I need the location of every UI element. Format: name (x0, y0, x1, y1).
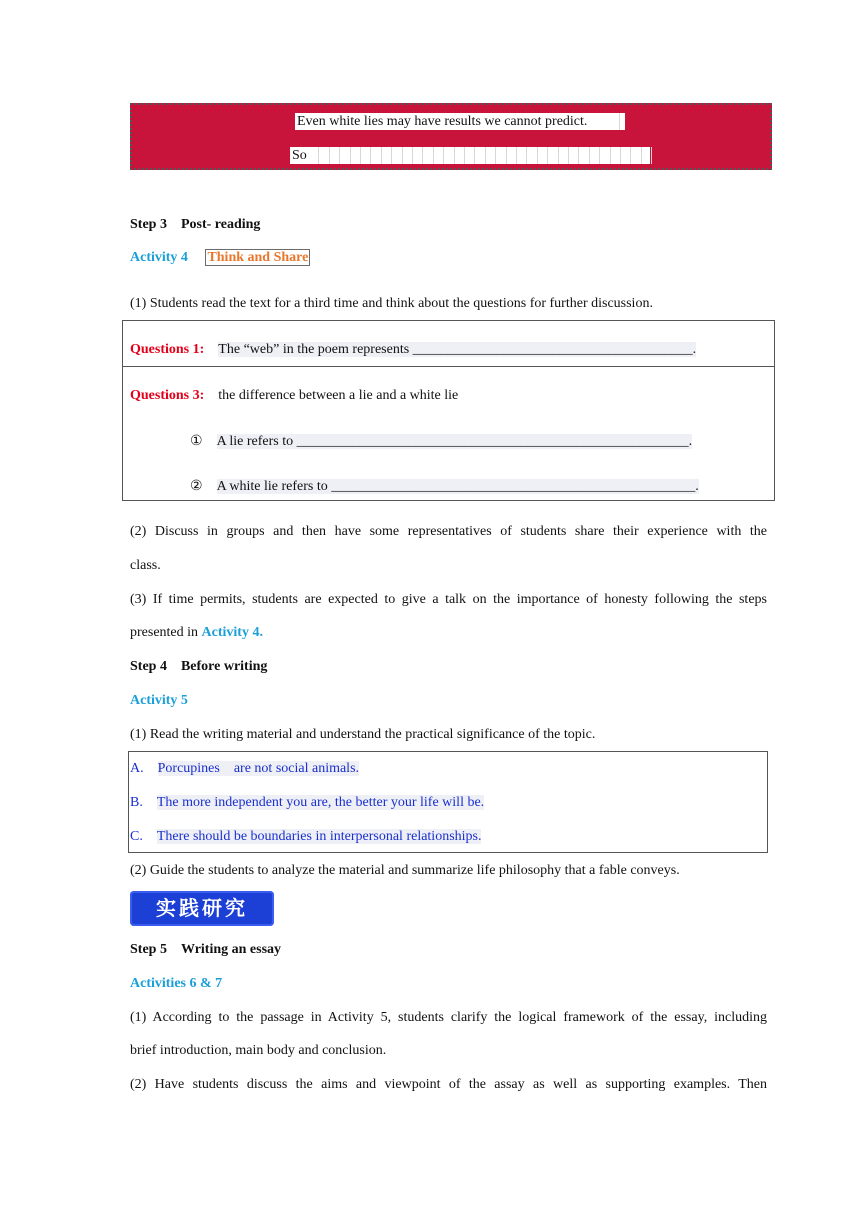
step3-title: Post- reading (180, 217, 261, 232)
activity4-reference: Activity 4. (201, 625, 263, 640)
option-c-text: There should be boundaries in interpersonal relationships. (156, 829, 482, 844)
instruction-3-prefix: presented in (130, 625, 199, 640)
question-3-text: the difference between a lie and a white lie (218, 388, 459, 403)
step5-title: Writing an essay (180, 942, 282, 957)
instruction-7-line-1: (1) According to the passage in Activity 5, students clarify the logical framework of the essay, including (130, 1010, 767, 1025)
step4-heading (130, 659, 267, 675)
practice-research-banner: 实践研究 (130, 891, 274, 926)
instruction-7-line-2: brief introduction, main body and conclusion. (130, 1043, 387, 1058)
option-b (130, 795, 484, 811)
banner-text-1: Even white lies may have results we cannot predict. (297, 114, 588, 129)
instruction-5: (1) Read the writing material and understand the practical significance of the topic. (130, 727, 596, 742)
instruction-3-line-1: (3) If time permits, students are expected to give a talk on the importance of honesty following the steps (130, 592, 767, 607)
option-a-text: Porcupines are not social animals. (157, 761, 360, 776)
option-c (130, 829, 481, 845)
banner-line-2 (290, 147, 650, 164)
instruction-8-line-1: (2) Have students discuss the aims and viewpoint of the assay as well as supporting examples. Then (130, 1077, 767, 1092)
instruction-2-line-2: class. (130, 558, 161, 573)
step5-heading (130, 942, 281, 958)
banner-text-2: So (292, 148, 307, 163)
instruction-3-line-2 (130, 625, 263, 641)
step4-label: Step 4 (130, 659, 167, 674)
option-a-letter: A. (130, 761, 144, 776)
question-3 (130, 388, 458, 404)
question-1 (130, 342, 696, 358)
activity67-label: Activities 6 & 7 (130, 976, 223, 991)
question-3-item-2 (190, 478, 699, 495)
banner-blank-cell (613, 113, 620, 130)
question-3-label: Questions 3: (130, 388, 205, 403)
item-1-text: A lie refers to ________________________________________________________. (216, 434, 693, 449)
step5-label: Step 5 (130, 942, 167, 957)
question-3-item-1 (190, 433, 692, 450)
step4-title: Before writing (180, 659, 268, 674)
item-2-text: A white lie refers to ____________________________________________________. (216, 479, 699, 494)
option-a (130, 761, 359, 777)
step3-label: Step 3 (130, 217, 167, 232)
question-1-label: Questions 1: (130, 342, 205, 357)
question-1-text: The “web” in the poem represents ________________________________________. (218, 342, 697, 357)
item-2-number: ② (190, 479, 203, 494)
banner-line-1 (295, 113, 625, 130)
activity4-heading (130, 250, 310, 266)
questions-divider (123, 366, 774, 367)
summary-banner (130, 103, 772, 170)
option-c-letter: C. (130, 829, 143, 844)
instruction-1: (1) Students read the text for a third time and think about the questions for further discussion. (130, 296, 653, 311)
banner-blank-cell (641, 147, 652, 164)
activity4-label: Activity 4 (130, 250, 188, 265)
instruction-6: (2) Guide the students to analyze the material and summarize life philosophy that a fable conveys. (130, 863, 680, 878)
instruction-2-line-1: (2) Discuss in groups and then have some representatives of students share their experience with the (130, 524, 767, 539)
think-and-share-label: Think and Share (207, 250, 309, 265)
item-1-number: ① (190, 434, 203, 449)
option-b-text: The more independent you are, the better your life will be. (156, 795, 485, 810)
step3-heading (130, 217, 260, 233)
option-b-letter: B. (130, 795, 143, 810)
activity5-label: Activity 5 (130, 693, 188, 708)
